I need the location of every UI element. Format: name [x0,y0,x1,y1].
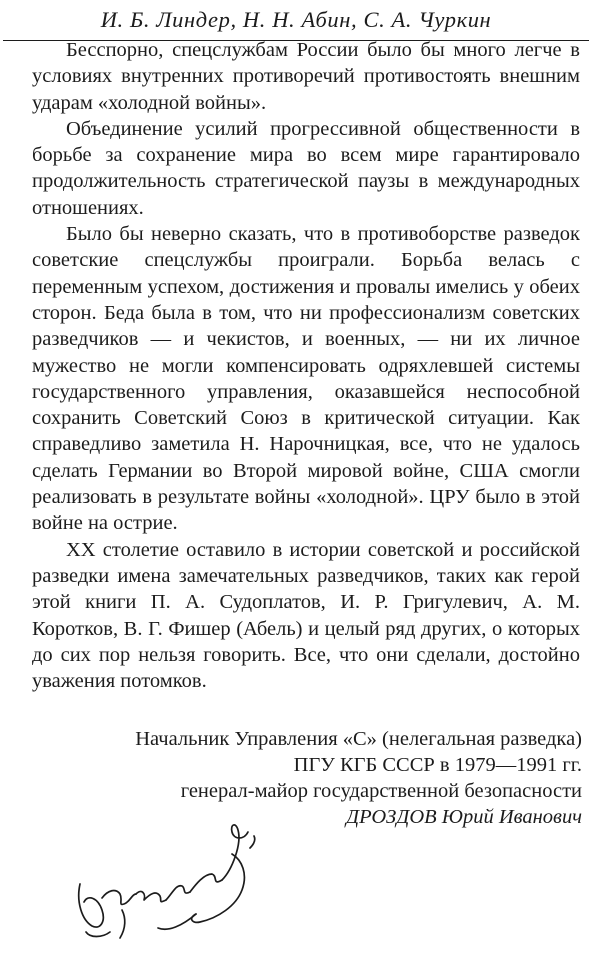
signer-rank: генерал-майор государственной безопасности [180,780,582,802]
handwritten-signature-icon [72,814,262,954]
signer-department: ПГУ КГБ СССР в 1979—1991 гг. [293,754,582,776]
signer-name: ДРОЗДОВ Юрий Иванович [346,806,582,828]
paragraph-4: XX столетие оставило в истории советской и российской разведки имена замечательных разведчиков, таких как герой этой книги П. А. Судоплатов, И. Р. Григулевич, А. М. Коротков, В. Г. Фишер (Абель) и целый ряд других, о которых до сих пор нельзя говорить. Все, что они сделали, достойно уважения потомков. [32,538,580,693]
signer-position: Начальник Управления «С» (нелегальная разведка) [135,728,582,750]
running-head-authors: И. Б. Линдер, Н. Н. Абин, С. А. Чуркин [100,7,492,32]
body-text [32,37,580,694]
paragraph-1: Бесспорно, спецслужбам России было бы много легче в условиях внутренних противоречий противостоять внешним ударам «холодной войны». [32,39,580,114]
paragraph-2: Объединение усилий прогрессивной общественности в борьбе за сохранение мира во всем мире гарантировало продолжительность стратегической паузы в международных отношениях. [32,117,580,219]
paragraph-3: Было бы неверно сказать, что в противоборстве разведок советские спецслужбы проиграли. Борьба велась с переменным успехом, достижения и провалы имелись у обеих сторон. Беда была в том, что ни профессионализм советских разведчиков — и чекистов, и военных, — ни их личное мужество не могли компенсировать одряхлевшей системы государственного управления, оказавшейся неспособной сохранить Советский Союз в критической ситуации. Как справедливо заметила Н. Нарочницкая, все, что не удалось сделать Германии во Второй мировой войне, США смогли реализовать в результате войны «холодной». ЦРУ было в этой войне на острие. [32,223,580,535]
